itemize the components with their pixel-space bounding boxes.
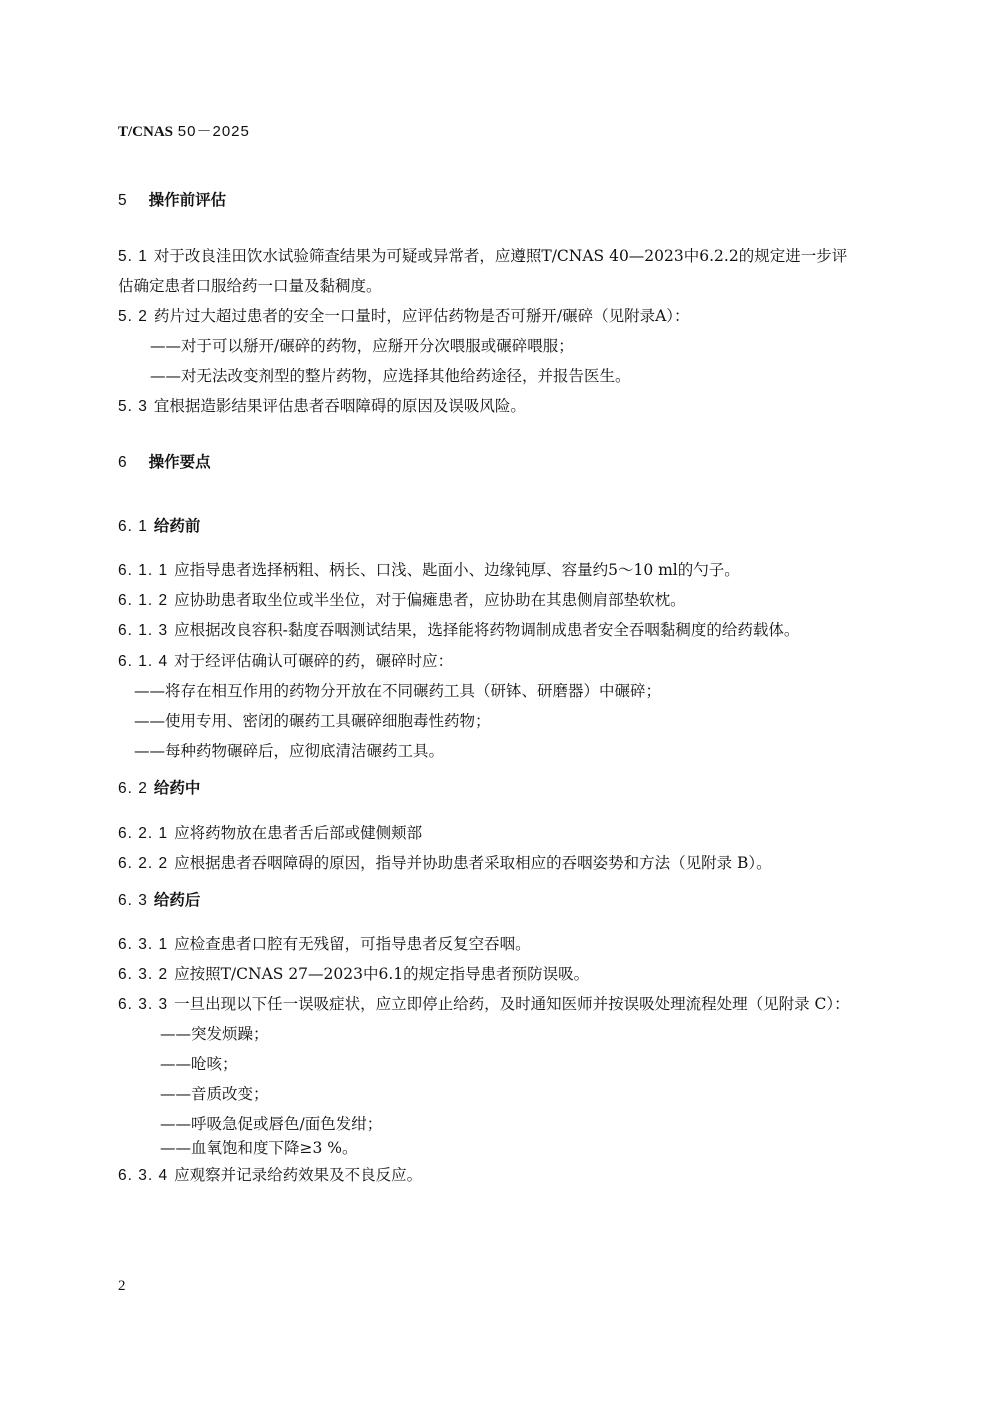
clause-6-1-heading: 6. 1 给药前	[118, 516, 201, 535]
clause-6-3-4: 6. 3. 4 应观察并记录给药效果及不良反应。	[118, 1166, 423, 1184]
standard-header	[118, 120, 256, 141]
clause-5-2-item-1: ——对于可以掰开/碾碎的药物，应掰开分次喂服或碾碎喂服；	[150, 337, 574, 355]
clause-6-2-1: 6. 2. 1 应将药物放在患者舌后部或健侧颊部	[118, 824, 423, 842]
clause-6-3-1: 6. 3. 1 应检查患者口腔有无残留，可指导患者反复空吞咽。	[118, 935, 531, 953]
clause-6-3-3-item-1: ——突发烦躁；	[160, 1025, 269, 1043]
clause-6-1-2: 6. 1. 2 应协助患者取坐位或半坐位，对于偏瘫患者，应协助在其患侧肩部垫软枕。	[118, 591, 686, 609]
clause-6-3-3-item-3: ——音质改变；	[160, 1085, 269, 1103]
clause-6-3-3-item-5: ——血氧饱和度下降≥3 %。	[160, 1139, 358, 1157]
standard-number: 50－2025	[177, 123, 250, 140]
standard-code: T/CNAS	[118, 124, 174, 140]
clause-6-3-3-item-2: ——呛咳；	[160, 1055, 238, 1073]
clause-5-2-item-2: ——对无法改变剂型的整片药物，应选择其他给药途径，并报告医生。	[150, 367, 631, 385]
clause-6-2-2: 6. 2. 2 应根据患者吞咽障碍的原因，指导并协助患者采取相应的吞咽姿势和方法（见附录 B）。	[118, 854, 772, 872]
clause-6-3-2: 6. 3. 2 应按照T/CNAS 27—2023中6.1的规定指导患者预防误吸。	[118, 965, 590, 983]
clause-6-1-3: 6. 1. 3 应根据改良容积-黏度吞咽测试结果，选择能将药物调制成患者安全吞咽黏稠度的给药载体。	[118, 621, 800, 639]
page-number: 2	[118, 1278, 126, 1294]
clause-6-1-4-item-2: ——使用专用、密闭的碾药工具碾碎细胞毒性药物；	[134, 712, 491, 730]
clause-6-3-3-item-4: ——呼吸急促或唇色/面色发绀；	[160, 1115, 383, 1133]
clause-6-1-1: 6. 1. 1 应指导患者选择柄粗、柄长、口浅、匙面小、边缘钝厚、容量约5～10 ml的勺子。	[118, 561, 740, 579]
clause-6-1-4-item-1: ——将存在相互作用的药物分开放在不同碾药工具（研钵、研磨器）中碾碎；	[134, 682, 662, 700]
section-6-heading: 6 操作要点	[118, 452, 211, 471]
clause-5-3: 5. 3 宜根据造影结果评估患者吞咽障碍的原因及误吸风险。	[118, 397, 526, 415]
clause-6-1-4-item-3: ——每种药物碾碎后，应彻底清洁碾药工具。	[134, 742, 445, 760]
clause-6-3-3: 6. 3. 3 一旦出现以下任一误吸症状，应立即停止给药，及时通知医师并按误吸处理流程处理（见附录 C）：	[118, 995, 850, 1013]
clause-6-1-4: 6. 1. 4 对于经评估确认可碾碎的药，碾碎时应：	[118, 652, 454, 670]
clause-5-1-cont: 估确定患者口服给药一口量及黏稠度。	[118, 277, 382, 295]
section-5-heading: 5 操作前评估	[118, 190, 227, 209]
clause-6-3-heading: 6. 3 给药后	[118, 890, 201, 909]
clause-6-2-heading: 6. 2 给药中	[118, 778, 201, 797]
clause-5-1: 5. 1 对于改良洼田饮水试验筛查结果为可疑或异常者，应遵照T/CNAS 40—2023中6.2.2的规定进一步评	[118, 247, 848, 265]
clause-5-2: 5. 2 药片过大超过患者的安全一口量时，应评估药物是否可掰开/碾碎（见附录A）：	[118, 307, 690, 325]
